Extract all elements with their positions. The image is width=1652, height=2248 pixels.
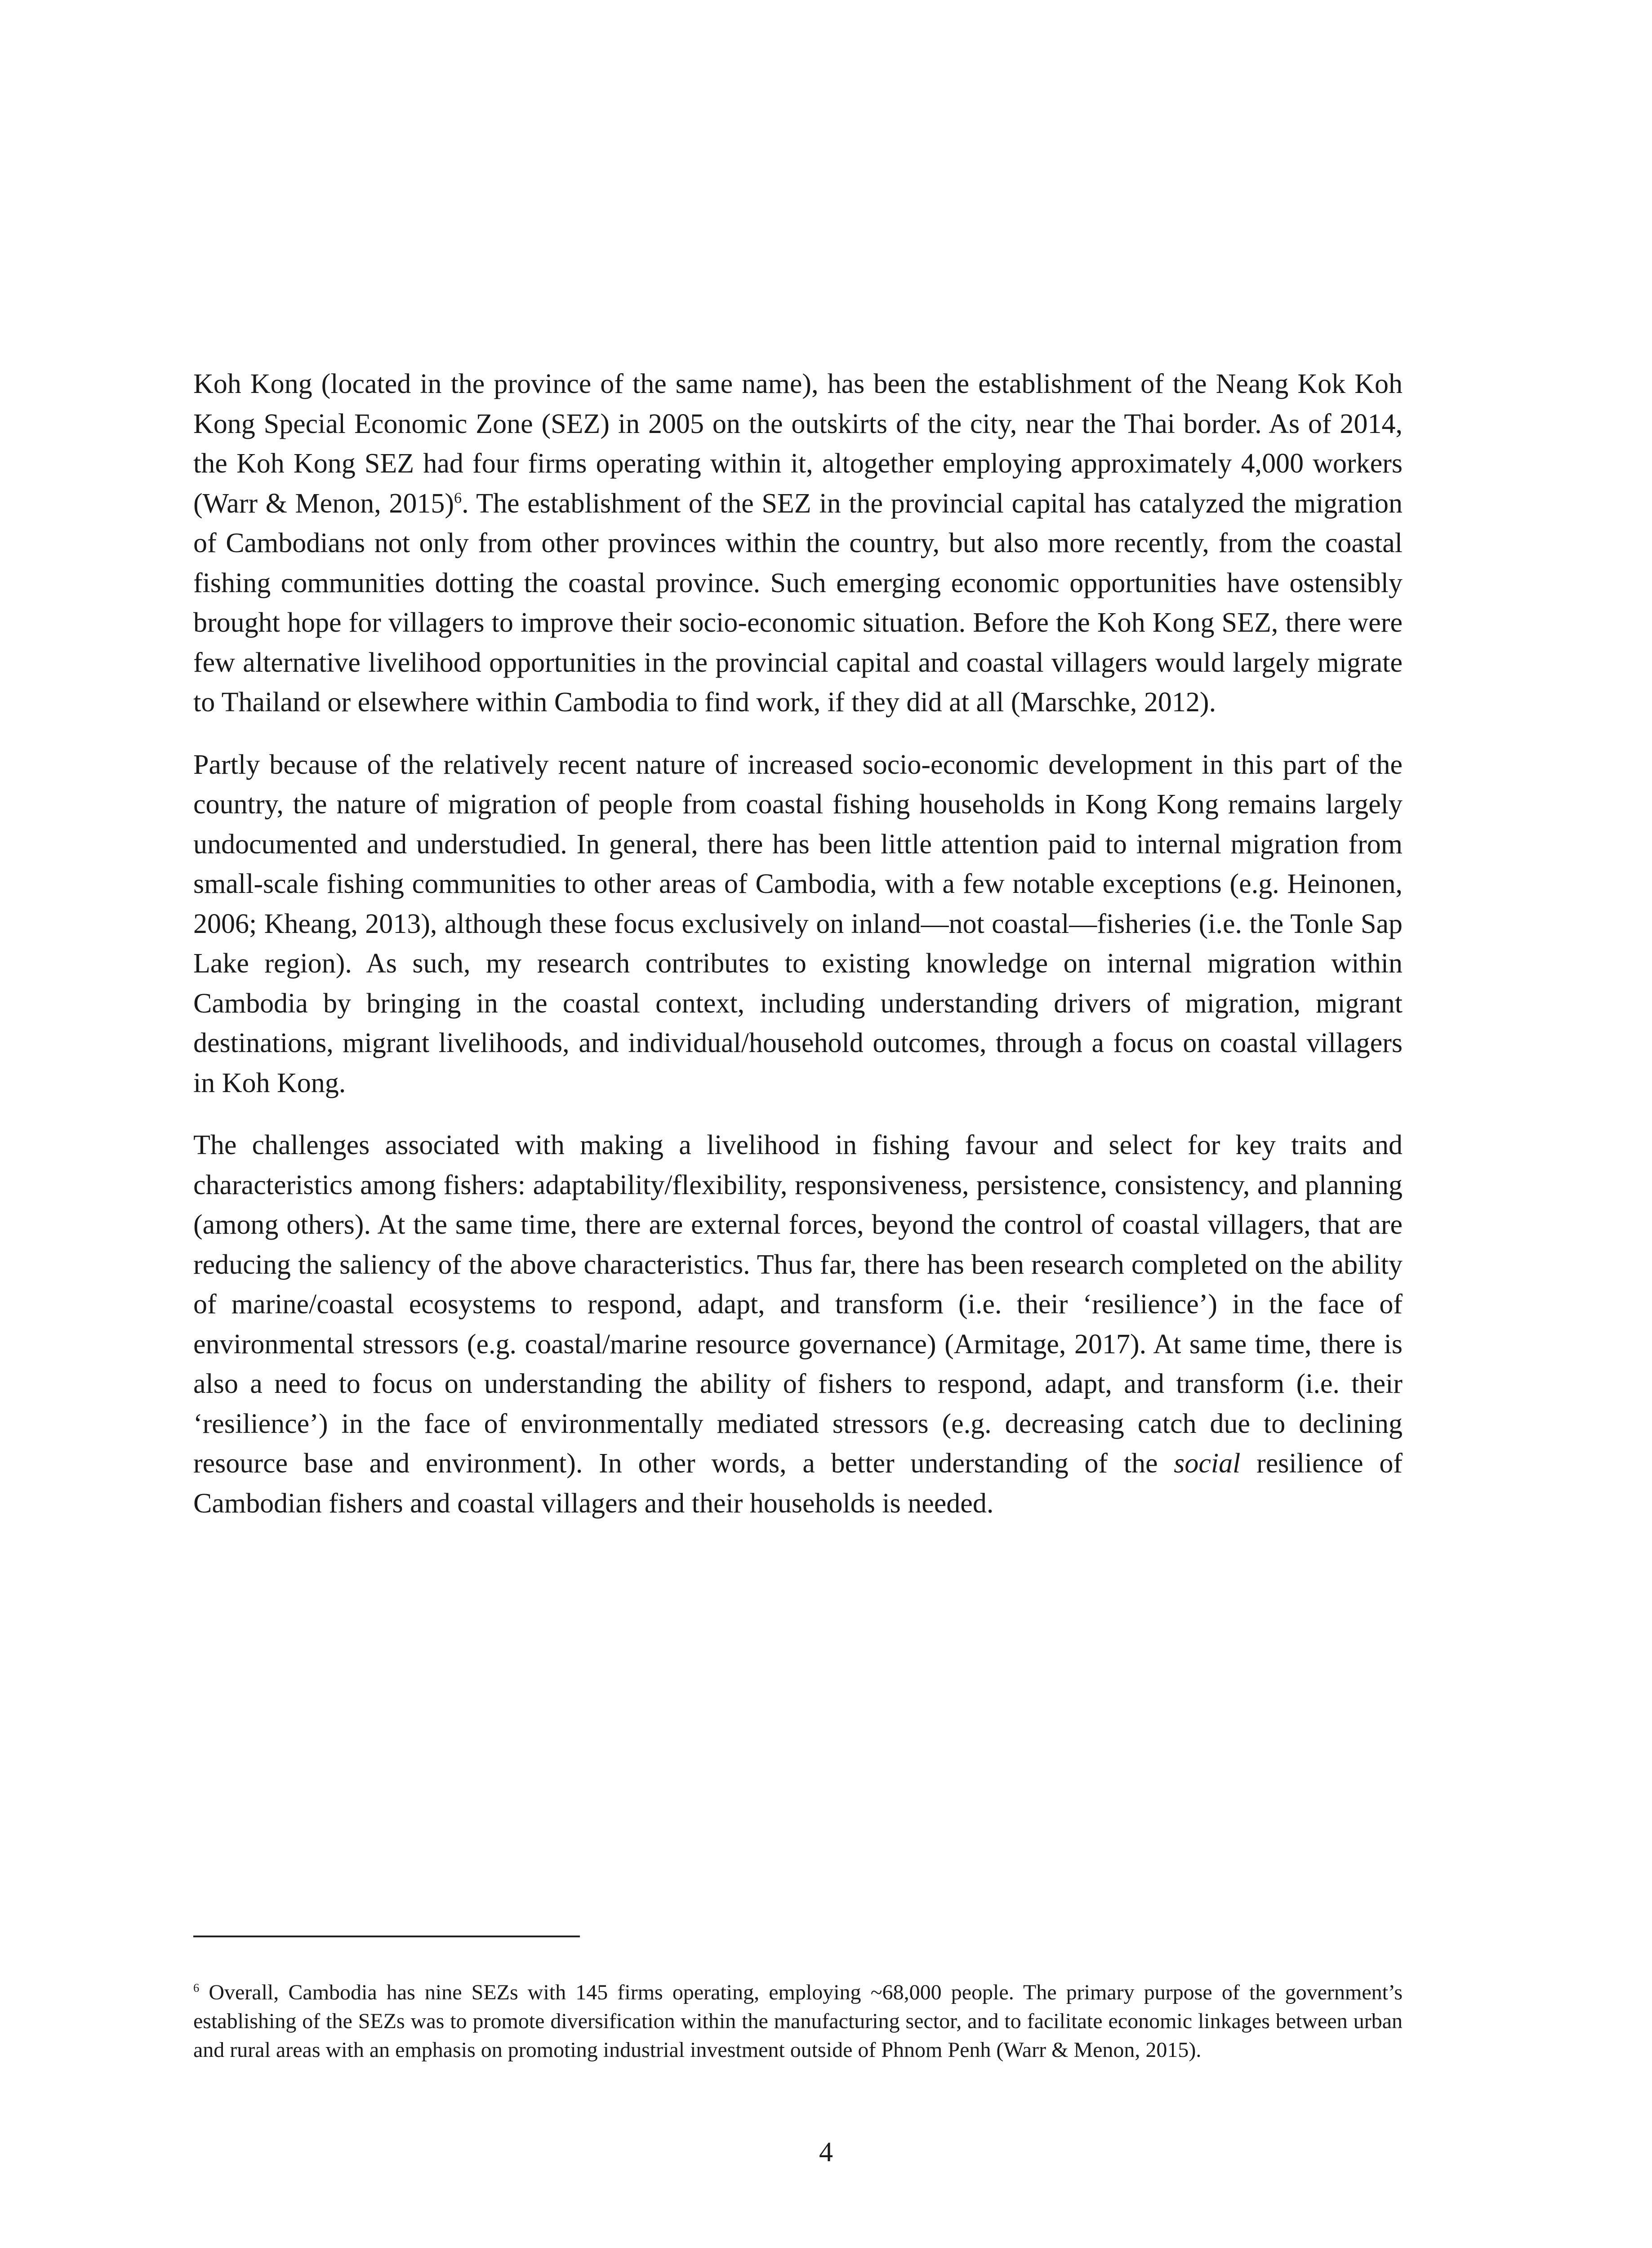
footnote-reference: 6 bbox=[454, 489, 462, 506]
paragraph-3-text-a: The challenges associated with making a livelihood in fishing favour and select for key traits and characteristics among fishers: adaptability/flexibility, responsiveness, persistence, consistency, and planning (among others). At the same time, there are external forces, beyond the control of coastal villagers, that are reducing the saliency of the above characteristics. Thus far, there has been research completed on the ability of marine/coastal ecosystems to respond, adapt, and transform (i.e. their ‘resilience’) in the face of environmental stressors (e.g. coastal/marine resource governance) (Armitage, 2017). At same time, there is also a need to focus on understanding the ability of fishers to respond, adapt, and transform (i.e. their ‘resilience’) in the face of environmentally mediated stressors (e.g. decreasing catch due to declining resource base and environment). In other words, a better understanding of the bbox=[193, 1130, 1403, 1479]
main-body bbox=[193, 364, 1403, 1546]
footnote bbox=[193, 1978, 1403, 2065]
paragraph-3 bbox=[193, 1125, 1403, 1523]
emphasis-social: social bbox=[1174, 1448, 1241, 1479]
footnote-text: Overall, Cambodia has nine SEZs with 145 firms operating, employing ~68,000 people. The primary purpose of the government’s establishing of the SEZs was to promote diversification within the manufacturing sector, and to facilitate economic linkages between urban and rural areas with an emphasis on promoting industrial investment outside of Phnom Penh (Warr & Menon, 2015). bbox=[193, 1980, 1403, 2062]
footnote-separator bbox=[193, 1936, 580, 1937]
paragraph-1 bbox=[193, 364, 1403, 723]
page-number: 4 bbox=[819, 2137, 833, 2168]
footnote-6 bbox=[193, 1978, 1403, 2065]
paragraph-1-text-a: Koh Kong (located in the province of the same name), has been the establishment of the Neang Kok Koh Kong Special Economic Zone (SEZ) in 2005 on the outskirts of the city, near the Thai border. As of 2014, the Koh Kong SEZ had four firms operating within it, altogether employing approximately 4,000 workers (Warr & Menon, 2015) bbox=[193, 369, 1403, 519]
paragraph-2: Partly because of the relatively recent nature of increased socio-economic development in this part of the country, the nature of migration of people from coastal fishing households in Kong Kong remains largely undocumented and understudied. In general, there has been little attention paid to internal migration from small-scale fishing communities to other areas of Cambodia, with a few notable exceptions (e.g. Heinonen, 2006; Kheang, 2013), although these focus exclusively on inland—not coastal—fisheries (i.e. the Tonle Sap Lake region). As such, my research contributes to existing knowledge on internal migration within Cambodia by bringing in the coastal context, including understanding drivers of migration, migrant destinations, migrant livelihoods, and individual/household outcomes, through a focus on coastal villagers in Koh Kong. bbox=[193, 749, 1403, 1098]
paragraph-3-text-b: resilience of Cambodian fishers and coastal villagers and their households is needed. bbox=[193, 1448, 1403, 1519]
paragraph-1-text-b: . The establishment of the SEZ in the provincial capital has catalyzed the migration of Cambodians not only from other provinces within the country, but also more recently, from the coastal fishing communities dotting the coastal province. Such emerging economic opportunities have ostensibly brought hope for villagers to improve their socio-economic situation. Before the Koh Kong SEZ, there were few alternative livelihood opportunities in the provincial capital and coastal villagers would largely migrate to Thailand or elsewhere within Cambodia to find work, if they did at all (Marschke, 2012). bbox=[193, 488, 1403, 718]
footnote-number: 6 bbox=[193, 1981, 200, 1994]
